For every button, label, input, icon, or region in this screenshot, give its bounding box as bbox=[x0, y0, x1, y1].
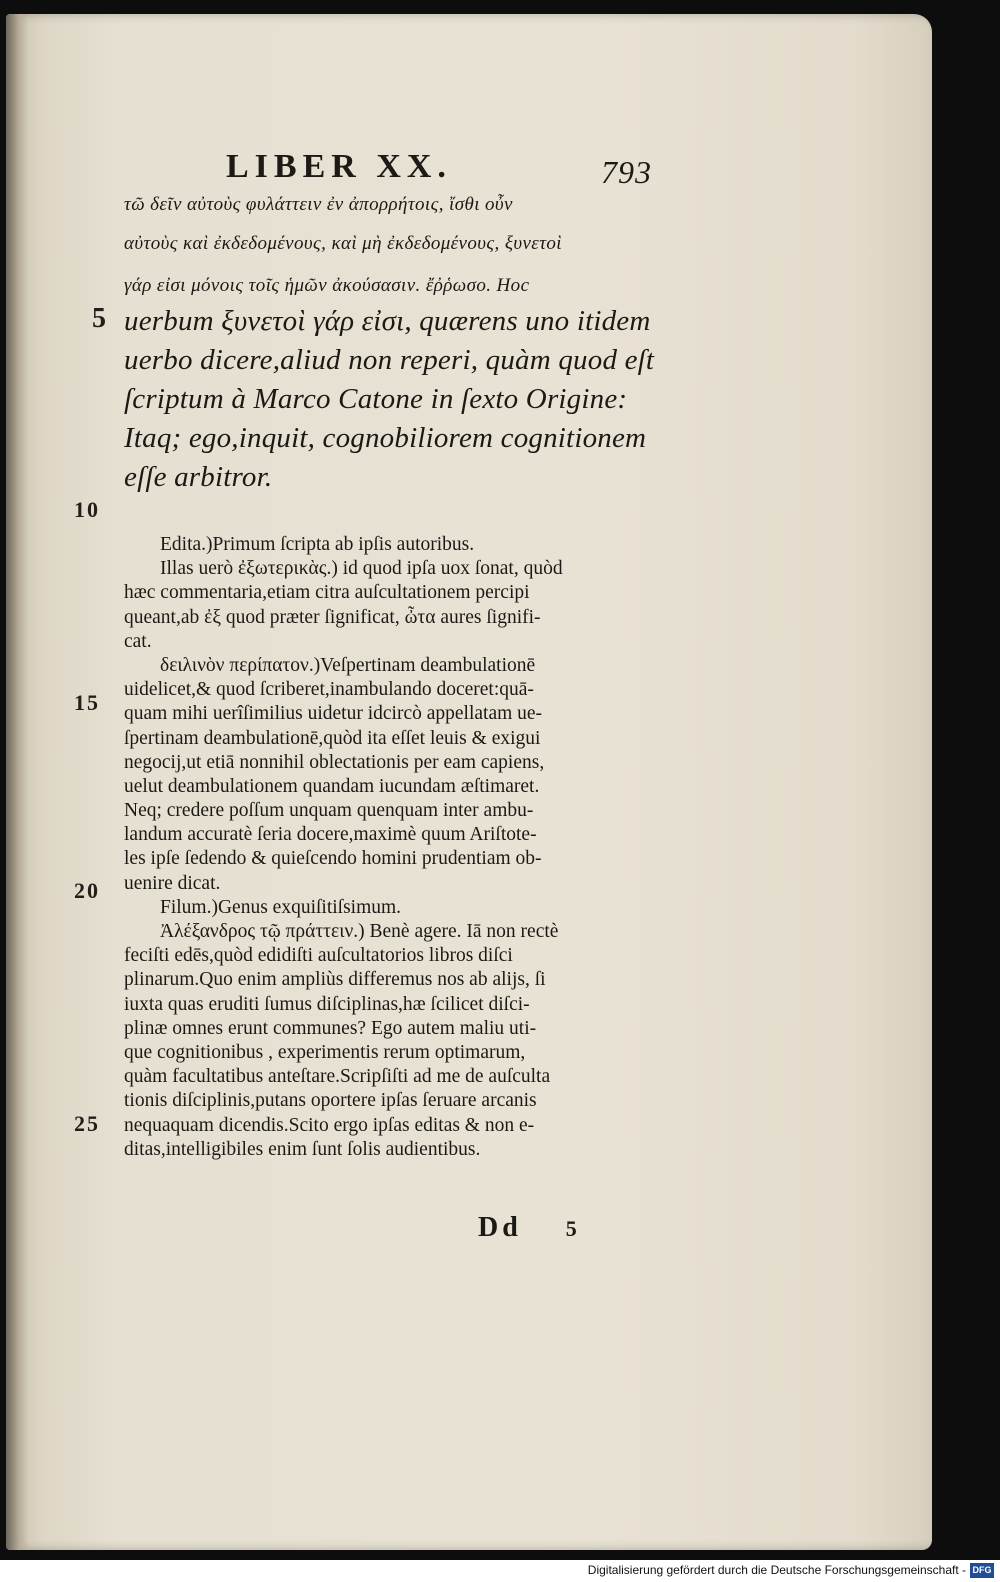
margin-line-number: 20 bbox=[74, 878, 100, 903]
commentary-line: iuxta quas eruditi ſumus diſciplinas,hæ ſcilicet diſci- bbox=[124, 993, 530, 1015]
commentary-line: Filum.)Genus exquiſitiſsimum. bbox=[160, 896, 402, 918]
commentary-line: uenire dicat. bbox=[124, 872, 221, 894]
passage-line: Itaq; ego,inquit, cognobiliorem cognitionem bbox=[124, 422, 647, 454]
commentary-line: plinarum.Quo enim ampliùs differemus nos ab alijs, ſi bbox=[124, 969, 546, 991]
signature-mark bbox=[478, 1212, 581, 1244]
commentary-line: que cognitionibus , experimentis rerum optimarum, bbox=[124, 1041, 526, 1063]
main-passage bbox=[124, 185, 669, 497]
commentary-line: ſpertinam deambulationē,quòd ita eſſet leuis & exigui bbox=[124, 727, 541, 749]
page-number: 793 bbox=[601, 154, 652, 190]
commentary-line: Illas uerò ἐξωτερικὰς.) id quod ipſa uox ſonat, quòd bbox=[160, 558, 563, 580]
commentary-line: hæc commentaria,etiam citra auſcultationem percipi bbox=[124, 582, 530, 604]
commentary-line: queant,ab ἐξ quod præter ſignificat, ὦτα aures ſignifi- bbox=[124, 606, 541, 628]
commentary-line: cat. bbox=[124, 630, 152, 652]
passage-line: γάρ εἰσι μόνοις τοῖς ἡμῶν ἀκούσασιν. ἔῤῥωσο. Hoc bbox=[124, 275, 530, 296]
margin-line-number: 10 bbox=[74, 497, 100, 522]
commentary-line: negocij,ut etiā nonnihil oblectationis per eam capiens, bbox=[124, 751, 545, 773]
passage-line: uerbo dicere,aliud non reperi, quàm quod eſt bbox=[124, 344, 655, 376]
commentary-line: ditas,intelligibiles enim ſunt ſolis audientibus. bbox=[124, 1138, 481, 1160]
passage-line: uerbum ξυνετοὶ γάρ εἰσι, quærens uno itidem bbox=[124, 305, 651, 337]
commentary-line: δειλινὸν περίπατον.)Veſpertinam deambulationē bbox=[160, 654, 536, 676]
commentary-line: nequaquam dicendis.Scito ergo ipſas editas & non e- bbox=[124, 1114, 535, 1136]
running-head-title: LIBER XX. bbox=[226, 148, 452, 185]
passage-line: eſſe arbitror. bbox=[124, 461, 273, 493]
commentary-line: feciſti edēs,quòd edidiſti auſcultatorios libros diſci bbox=[124, 945, 513, 967]
commentary-line: Neq; credere poſſum unquam quenquam inter ambu- bbox=[124, 800, 534, 822]
passage-line: τῶ δεῖν αὐτοὺς φυλάττειν ἐν ἀπορρήτοις, ἴσθι οὖν bbox=[124, 194, 513, 215]
margin-line-number: 15 bbox=[74, 690, 100, 715]
commentary-line: uidelicet,& quod ſcriberet,inambulando doceret:quā- bbox=[124, 679, 534, 701]
commentary-line: plinæ omnes erunt communes? Ego autem maliu uti- bbox=[124, 1017, 537, 1039]
footer-bar bbox=[0, 1560, 1000, 1582]
funding-credit: Digitalisierung gefördert durch die Deutsche Forschungsgemeinschaft - bbox=[587, 1563, 966, 1577]
commentary-line: landum accuratè ſeria docere,maximè quum Ariſtote- bbox=[124, 824, 537, 846]
commentary-line: Ἀλέξανδρος τῷ πράττειν.) Benè agere. Iā non rectè bbox=[160, 921, 559, 942]
signature-number: 5 bbox=[565, 1216, 581, 1241]
signature-letters: Dd bbox=[478, 1212, 522, 1243]
commentary-line: uelut deambulationem quandam iucundam æſtimaret. bbox=[124, 775, 540, 797]
commentary-line: tionis diſciplinis,putans oportere ipſas ſeruare arcanis bbox=[124, 1090, 537, 1112]
dfg-logo: DFG bbox=[970, 1563, 994, 1578]
commentary-line: les ipſe ſedendo & quieſcendo homini prudentiam ob- bbox=[124, 848, 542, 870]
margin-line-number: 5 bbox=[92, 303, 108, 334]
passage-line: αὐτοὺς καὶ ἐκδεδομένους, καὶ μὴ ἐκδεδομένους, ξυνετοὶ bbox=[124, 233, 562, 254]
commentary-line: quàm facultatibus anteſtare.Scripſiſti ad me de auſculta bbox=[124, 1066, 551, 1088]
passage-line: ſcriptum à Marco Catone in ſexto Origine: bbox=[124, 383, 628, 415]
commentary-line: Edita.)Primum ſcripta ab ipſis autoribus. bbox=[160, 534, 475, 555]
commentary bbox=[124, 533, 669, 1162]
commentary-line: quam mihi uerîſimilius uidetur idcircò appellatam ue- bbox=[124, 703, 543, 725]
margin-line-number: 25 bbox=[74, 1111, 100, 1136]
